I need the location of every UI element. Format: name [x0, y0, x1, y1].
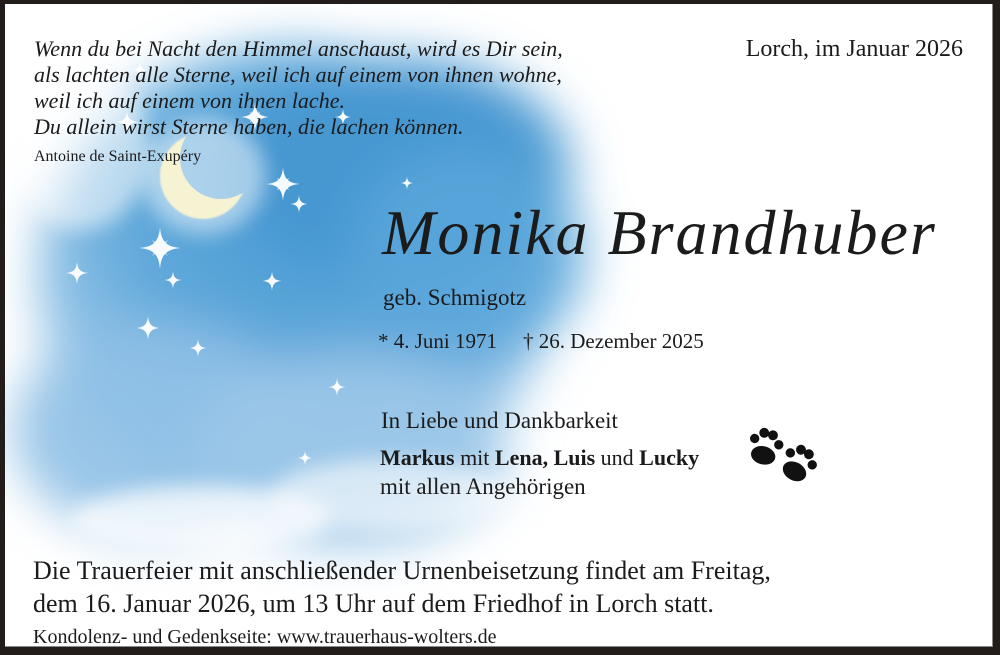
quote-block [34, 36, 563, 140]
paw-prints-icon [744, 424, 828, 490]
mourners-text: mit [454, 445, 495, 470]
mourners-line [380, 445, 699, 471]
quote-attribution: Antoine de Saint-Exupéry [34, 148, 202, 165]
quote-line: als lachten alle Sterne, weil ich auf einem von ihnen wohne, [34, 62, 562, 87]
quote-line: Du allein wirst Sterne haben, die lachen können. [34, 114, 464, 139]
mourners-text: und [595, 445, 640, 470]
quote-line: Wenn du bei Nacht den Himmel anschaust, wird es Dir sein, [34, 36, 563, 61]
life-dates [378, 329, 704, 354]
deceased-name: Monika Brandhuber [382, 197, 937, 268]
funeral-line: dem 16. Januar 2026, um 13 Uhr auf dem Friedhof in Lorch statt. [33, 589, 714, 618]
funeral-line: Die Trauerfeier mit anschließender Urnenbeisetzung findet am Freitag, [33, 556, 771, 585]
memorial-website-line: Kondolenz- und Gedenkseite: www.trauerhaus-wolters.de [33, 626, 497, 648]
mourner-name: Markus [380, 445, 455, 470]
crescent-moon-icon [160, 133, 246, 219]
maiden-name: geb. Schmigotz [383, 285, 527, 310]
place-dateline: Lorch, im Januar 2026 [745, 36, 963, 62]
mourner-name: Lena, Luis [494, 445, 596, 470]
mourning-closing: mit allen Angehörigen [380, 474, 586, 499]
funeral-info [33, 554, 771, 620]
death-date: † 26. Dezember 2025 [523, 329, 704, 353]
mourner-name: Lucky [639, 445, 700, 470]
quote-line: weil ich auf einem von ihnen lache. [34, 88, 345, 113]
mourning-intro: In Liebe und Dankbarkeit [381, 408, 618, 433]
birth-date: * 4. Juni 1971 [378, 329, 498, 353]
